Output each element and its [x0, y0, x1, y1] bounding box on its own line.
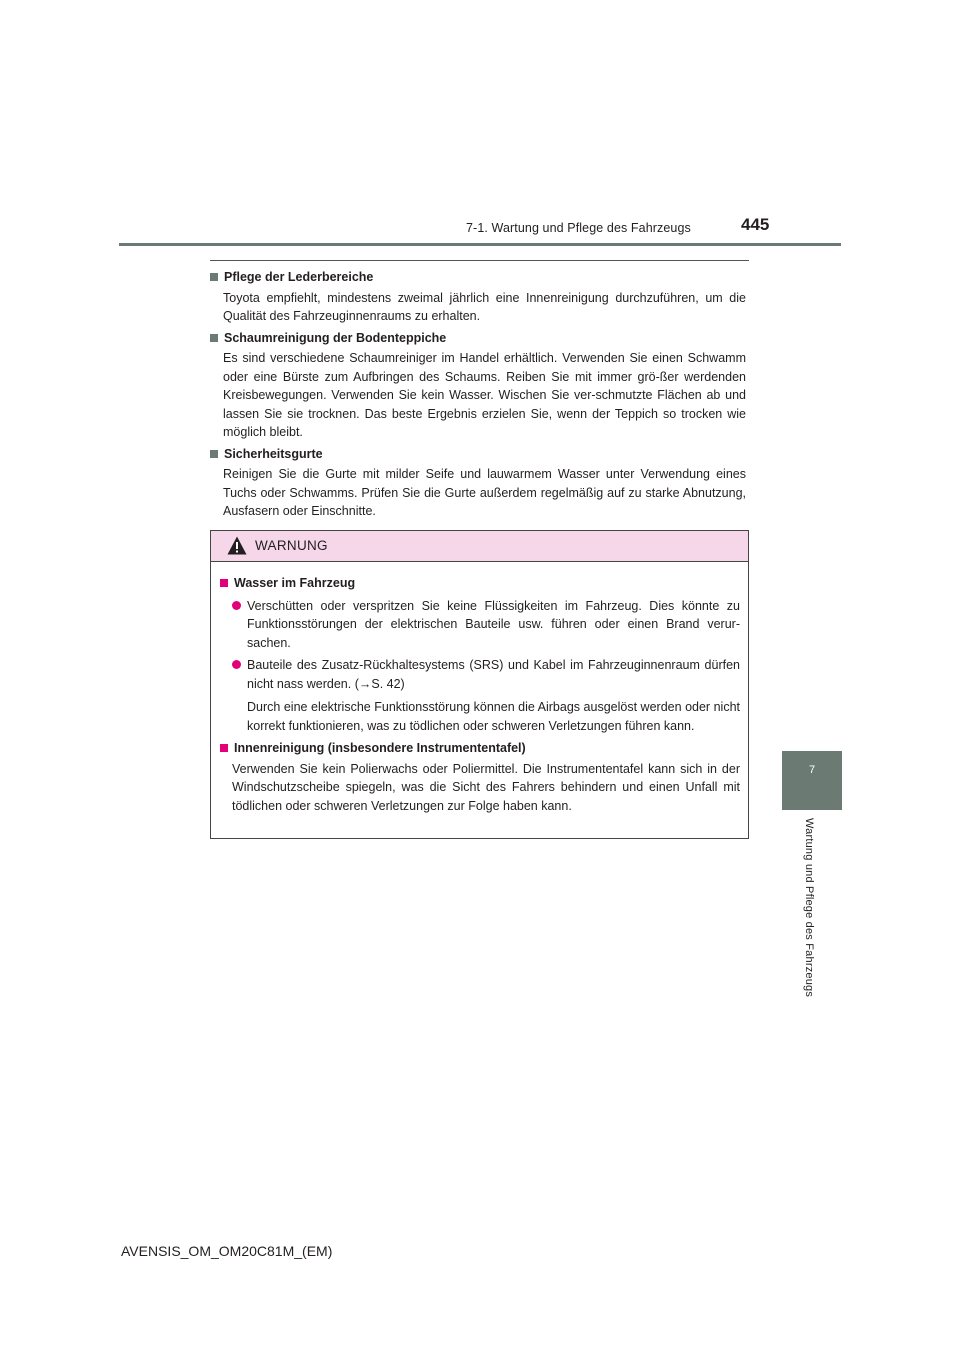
- square-bullet-icon: [210, 450, 218, 458]
- content-rule: [210, 260, 749, 261]
- square-bullet-icon: [220, 744, 228, 752]
- section-title: [210, 268, 746, 287]
- warning-item-paragraph: Durch eine elektrische Funktionsstörung können die Airbags ausgelöst werden oder nicht korrekt funktionieren, was zu tödlichen oder schweren Verletzungen führen kann.: [247, 700, 740, 733]
- header-section-title: 7-1. Wartung und Pflege des Fahrzeugs: [466, 221, 691, 235]
- warning-triangle-icon: [227, 536, 247, 555]
- warning-item-text: Bauteile des Zusatz-Rückhaltesystems (SRS) und Kabel im Fahrzeuginnenraum dürfen nicht nass werden. (→S. 42): [247, 658, 740, 691]
- section-body: Reinigen Sie die Gurte mit milder Seife und lauwarmem Wasser unter Verwendung eines Tuchs oder Schwamms. Prüfen Sie die Gurte außerdem regelmäßig auf zu starke Abnutzung, Ausfasern oder Einschnitte.: [223, 467, 746, 518]
- square-bullet-icon: [210, 334, 218, 342]
- header-rule: [119, 243, 841, 246]
- square-bullet-icon: [220, 579, 228, 587]
- warning-subtitle-water: [220, 574, 740, 593]
- warning-subtitle-text: Wasser im Fahrzeug: [234, 576, 356, 590]
- section-seatbelts: [210, 445, 746, 521]
- main-content: [210, 268, 746, 524]
- section-title-text: Schaumreinigung der Bodenteppiche: [224, 330, 447, 345]
- warning-subtitle-interior: [220, 739, 740, 758]
- warning-item: [220, 597, 740, 653]
- section-carpet: [210, 329, 746, 442]
- round-bullet-icon: [232, 660, 241, 669]
- square-bullet-icon: [210, 273, 218, 281]
- warning-item-text: Verschütten oder verspritzen Sie keine Flüssigkeiten im Fahrzeug. Dies könnte zu Funktionsstörungen der elektrischen Bauteile usw. führen oder einen Brand verur-sachen.: [247, 598, 740, 650]
- section-body: Es sind verschiedene Schaumreiniger im Handel erhältlich. Verwenden Sie einen Schwamm oder eine Bürste zum Aufbringen des Schaums. Reiben Sie mit immer grö-ßer werdenden Kreisbewegungen. Verwenden Sie kein Wasser. Wischen Sie ver-schmutzte Flächen ab und lassen Sie sie trocknen. Das beste Ergebnis erzielen Sie, wenn der Teppich so trocken wie möglich bleibt.: [223, 351, 746, 439]
- section-title: [210, 445, 746, 464]
- warning-text: Verwenden Sie kein Polierwachs oder Poliermittel. Die Instrumententafel kann sich in der Windschutzscheibe spiegeln, was die Sicht des Fahrers behindern und einen Unfall mit tödlichen oder schweren Verletzungen zur Folge haben kann.: [232, 761, 740, 813]
- chapter-tab[interactable]: [782, 751, 842, 810]
- section-title-text: Sicherheitsgurte: [224, 446, 323, 461]
- section-body: Toyota empfiehlt, mindestens zweimal jährlich eine Innenreinigung durchzuführen, um die Qualität des Fahrzeuginnenraums zu erhalten.: [223, 290, 746, 323]
- warning-subtitle-text: Innenreinigung (insbesondere Instrumententafel): [234, 741, 526, 755]
- warning-body: [211, 562, 748, 815]
- section-leather: [210, 268, 746, 326]
- chapter-tab-number: 7: [808, 764, 816, 776]
- section-title: [210, 329, 746, 348]
- footer-document-code: AVENSIS_OM_OM20C81M_(EM): [121, 1243, 333, 1259]
- section-title-text: Pflege der Lederbereiche: [224, 270, 374, 284]
- chapter-side-label: Wartung und Pflege des Fahrzeugs: [803, 818, 815, 998]
- round-bullet-icon: [232, 601, 241, 610]
- warning-item: [220, 656, 740, 693]
- warning-header: [211, 531, 748, 562]
- page-number: 445: [741, 215, 770, 234]
- warning-title: WARNUNG: [255, 538, 328, 553]
- warning-box: [210, 530, 749, 839]
